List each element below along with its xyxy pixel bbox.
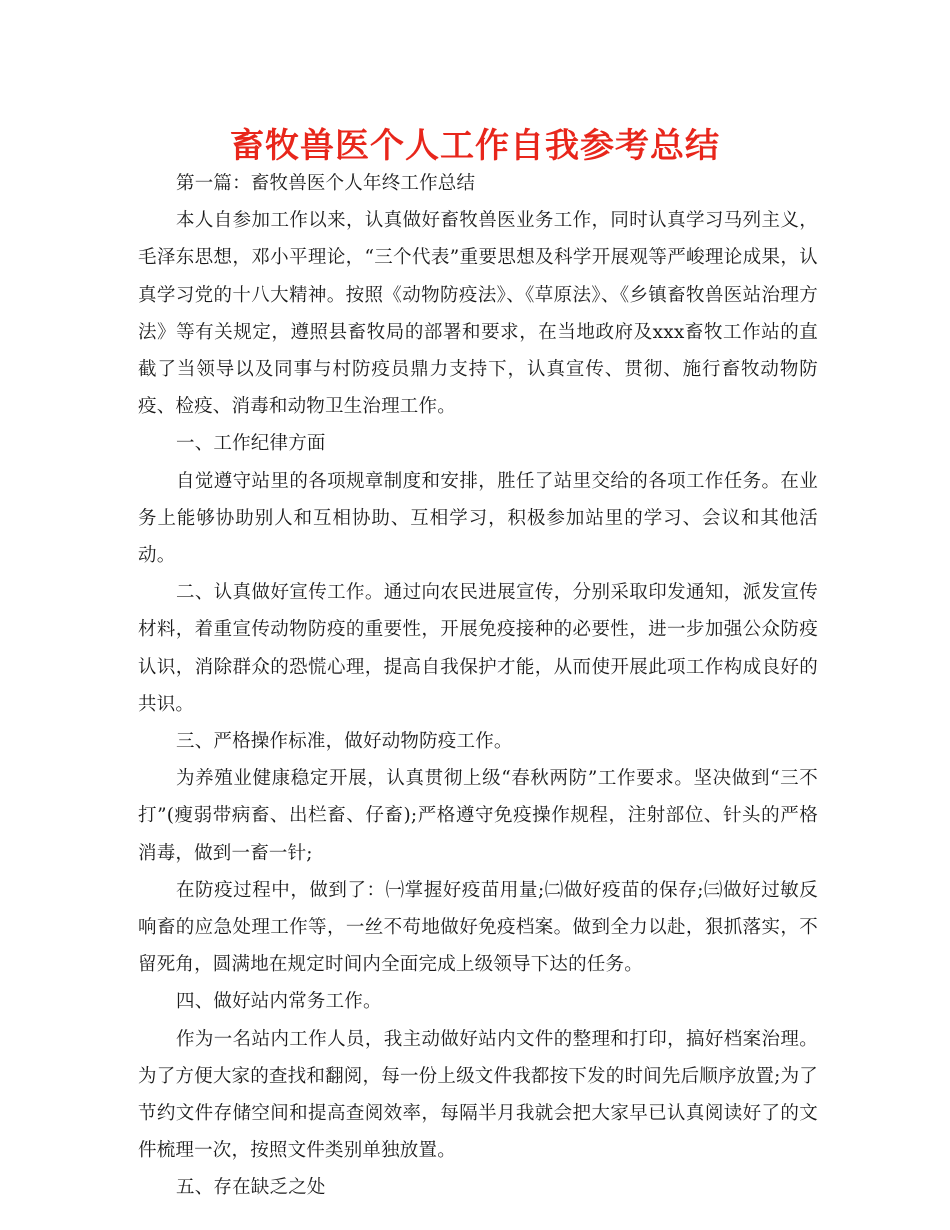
section-heading-routine-work: 四、做好站内常务工作。 bbox=[176, 991, 382, 1013]
publicity-paragraph: 二、认真做好宣传工作。通过向农民进展宣传，分别采取印发通知，派发宣传材料，着重宣传动物防疫的重要性，开展免疫接种的必要性，进一步加强公众防疫认识，消除群众的恐慌心理，提高自我保护才能，从而使开展此项工作构成良好的共识。 bbox=[138, 582, 818, 715]
section-heading-shortcomings: 五、存在缺乏之处 bbox=[176, 1177, 326, 1199]
section-heading-discipline: 一、工作纪律方面 bbox=[176, 433, 326, 455]
document-body bbox=[138, 165, 818, 1207]
section-heading-epidemic-prevention: 三、严格操作标准，做好动物防疫工作。 bbox=[176, 731, 513, 753]
chapter-heading: 第一篇：畜牧兽医个人年终工作总结 bbox=[176, 173, 476, 194]
intro-paragraph: 本人自参加工作以来，认真做好畜牧兽医业务工作，同时认真学习马列主义，毛泽东思想，邓小平理论，“三个代表”重要思想及科学开展观等严峻理论成果，认真学习党的十八大精神。按照《动物防疫法》、《草原法》、《乡镇畜牧兽医站治理方法》等有关规定，遵照县畜牧局的部署和要求，在当地政府及xxx畜牧工作站的直截了当领导以及同事与村防疫员鼎力支持下，认真宣传、贯彻、施行畜牧动物防疫、检疫、消毒和动物卫生治理工作。 bbox=[138, 210, 818, 418]
discipline-paragraph: 自觉遵守站里的各项规章制度和安排，胜任了站里交给的各项工作任务。在业务上能够协助别人和互相协助、互相学习，积极参加站里的学习、会议和其他活动。 bbox=[138, 470, 818, 567]
epidemic-prevention-paragraph: 为养殖业健康稳定开展，认真贯彻上级“春秋两防”工作要求。坚决做到“三不打”(瘦弱带病畜、出栏畜、仔畜);严格遵守免疫操作规程，注射部位、针头的严格消毒，做到一畜一针; bbox=[138, 768, 818, 864]
document-title: 畜牧兽医个人工作自我参考总结 bbox=[230, 126, 720, 166]
routine-work-paragraph: 作为一名站内工作人员，我主动做好站内文件的整理和打印，搞好档案治理。为了方便大家的查找和翻阅，每一份上级文件我都按下发的时间先后顺序放置;为了节约文件存储空间和提高查阅效率，每隔半月我就会把大家早已认真阅读好了的文件梳理一次，按照文件类别单独放置。 bbox=[138, 1028, 818, 1162]
prevention-process-paragraph: 在防疫过程中，做到了：㈠掌握好疫苗用量;㈡做好疫苗的保存;㈢做好过敏反响畜的应急处理工作等，一丝不苟地做好免疫档案。做到全力以赴，狠抓落实，不留死角，圆满地在规定时间内全面完成上级领导下达的任务。 bbox=[138, 879, 818, 976]
